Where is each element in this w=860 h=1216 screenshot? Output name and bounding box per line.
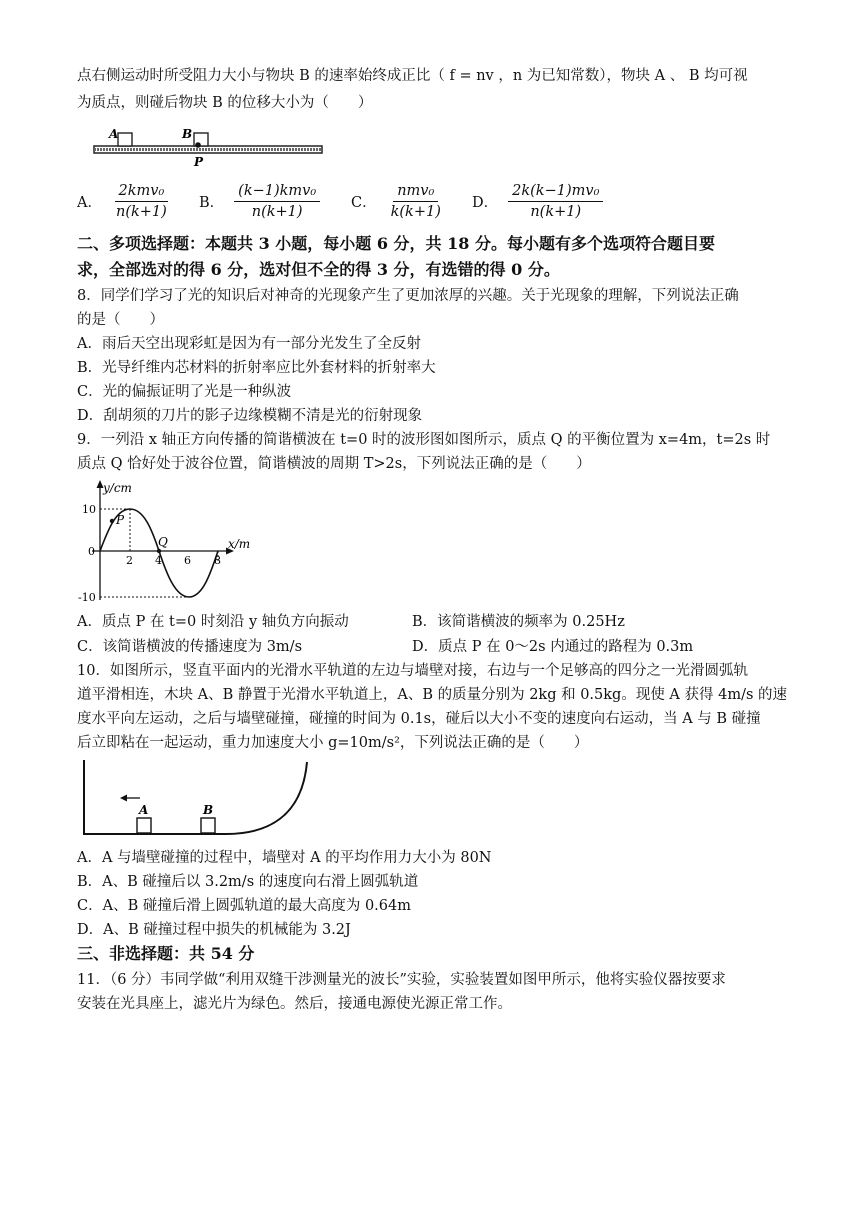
- q7-b-denominator: n(k+1): [251, 204, 303, 220]
- q7-option-d[interactable]: D． $\frac{\text{2k(k−1)mv₀}}{n(k+1)}$: [472, 183, 603, 220]
- q7-a-denominator: n(k+1): [115, 204, 167, 220]
- q7-option-c[interactable]: C． $\frac{\text{nmv₀}}{k(k+1)}$: [351, 183, 445, 220]
- q8-option-a[interactable]: A．雨后天空出现彩虹是因为有一部分光发生了全反射: [77, 336, 421, 352]
- q7-stem-line2: 为质点，则碰后物块 B 的位移大小为（ ）: [77, 95, 373, 111]
- q10-stem-line4: 后立即粘在一起运动，重力加速度大小 g=10m/s²，下列说法正确的是（ ）: [77, 735, 589, 751]
- q7-option-b[interactable]: B． $\frac{\text{(k−1)kmv₀}}{n(k+1)}$: [199, 183, 320, 220]
- q7-c-numerator: nmv₀: [393, 183, 438, 202]
- label-q: Q: [158, 535, 168, 549]
- q7-track-figure: [88, 124, 328, 170]
- q9-stem-line2: 质点 Q 恰好处于波谷位置，简谐横波的周期 T>2s，下列说法正确的是（ ）: [77, 456, 591, 472]
- y-tick-0: 0: [88, 545, 95, 558]
- label-b: B: [182, 127, 193, 141]
- block-a: [137, 818, 151, 833]
- q8-option-c[interactable]: C．光的偏振证明了光是一种纵波: [77, 384, 292, 400]
- q9-option-c[interactable]: C．该简谐横波的传播速度为 3m/s: [77, 639, 303, 655]
- q8-stem-line2: 的是（ ）: [77, 312, 164, 328]
- q9-option-b[interactable]: B．该简谐横波的频率为 0.25Hz: [412, 614, 625, 630]
- q10-track-figure: [76, 758, 326, 842]
- q7-stem-line1: 点右侧运动时所受阻力大小与物块 B 的速率始终成正比（ f = nv ，n 为已知常数），物块 A 、 B 均可视: [77, 68, 748, 84]
- x-axis-label: x/m: [228, 537, 251, 551]
- q8-stem-line1: 8．同学们学习了光的知识后对神奇的光现象产生了更加浓厚的兴趣。关于光现象的理解，下列说法正确: [77, 288, 739, 304]
- q10-option-b[interactable]: B．A、B 碰撞后以 3.2m/s 的速度向右滑上圆弧轨道: [77, 874, 419, 890]
- q9-wave-figure: [78, 478, 258, 610]
- point-q: [157, 549, 161, 553]
- x-tick-6: 6: [184, 554, 191, 567]
- q10-stem-line1: 10．如图所示，竖直平面内的光滑水平轨道的左边与墙壁对接，右边与一个足够高的四分之一光滑圆弧轨: [77, 663, 748, 679]
- point-p: [110, 519, 114, 523]
- q7-d-denominator: n(k+1): [530, 204, 582, 220]
- q10-stem-line2: 道平滑相连，木块 A、B 静置于光滑水平轨道上，A、B 的质量分别为 2kg 和 0.5kg。现使 A 获得 4m/s 的速: [77, 687, 788, 703]
- q11-stem-line2: 安装在光具座上，滤光片为绿色。然后，接通电源使光源正常工作。: [77, 996, 512, 1012]
- arrow-head-icon: [120, 795, 127, 802]
- q9-option-a[interactable]: A．质点 P 在 t=0 时刻沿 y 轴负方向振动: [77, 614, 349, 630]
- point-p: [195, 142, 201, 148]
- label-a: A: [139, 803, 149, 817]
- block-a: [118, 133, 132, 146]
- section2-heading-line1: 二、多项选择题：本题共 3 小题，每小题 6 分，共 18 分。每小题有多个选项符合题目要: [77, 234, 715, 253]
- q9-stem-line1: 9．一列沿 x 轴正方向传播的简谐横波在 t=0 时的波形图如图所示，质点 Q 的平衡位置为 x=4m，t=2s 时: [77, 432, 771, 448]
- q10-option-c[interactable]: C．A、B 碰撞后滑上圆弧轨道的最大高度为 0.64m: [77, 898, 411, 914]
- q8-option-b[interactable]: B．光导纤维内芯材料的折射率应比外套材料的折射率大: [77, 360, 436, 376]
- label-a: A: [109, 127, 119, 141]
- block-b: [201, 818, 215, 833]
- y-axis-label: y/cm: [103, 481, 132, 495]
- q10-option-a[interactable]: A．A 与墙壁碰撞的过程中，墙壁对 A 的平均作用力大小为 80N: [77, 850, 492, 866]
- x-tick-2: 2: [126, 554, 133, 567]
- label-b: B: [203, 803, 214, 817]
- q7-c-denominator: k(k+1): [390, 204, 441, 220]
- q11-stem-line1: 11．（6 分）韦同学做“利用双缝干涉测量光的波长”实验，实验装置如图甲所示，他将实验仪器按要求: [77, 972, 726, 988]
- q8-option-d[interactable]: D．刮胡须的刀片的影子边缘模糊不清是光的衍射现象: [77, 408, 423, 424]
- y-tick-neg10: -10: [78, 591, 96, 604]
- label-p: P: [116, 513, 125, 527]
- q7-option-a[interactable]: A． $\frac{\text{2kmv₀}}{n(k+1)}$: [77, 183, 171, 220]
- x-tick-8: 8: [214, 554, 221, 567]
- q10-option-d[interactable]: D．A、B 碰撞过程中损失的机械能为 3.2J: [77, 922, 351, 938]
- q7-a-numerator: 2kmv₀: [115, 183, 169, 202]
- quarter-arc: [226, 762, 307, 834]
- section3-heading: 三、非选择题：共 54 分: [77, 944, 255, 963]
- y-tick-10: 10: [82, 503, 96, 516]
- q10-stem-line3: 度水平向左运动，之后与墙壁碰撞，碰撞的时间为 0.1s，碰后以大小不变的速度向右运动，当 A 与 B 碰撞: [77, 711, 761, 727]
- label-p: P: [194, 155, 204, 169]
- section2-heading-line2: 求，全部选对的得 6 分，选对但不全的得 3 分，有选错的得 0 分。: [77, 260, 560, 279]
- q7-d-numerator: 2k(k−1)mv₀: [508, 183, 603, 202]
- q7-b-numerator: (k−1)kmv₀: [234, 183, 320, 202]
- q9-option-d[interactable]: D．质点 P 在 0～2s 内通过的路程为 0.3m: [412, 639, 694, 655]
- x-tick-4: 4: [155, 554, 162, 567]
